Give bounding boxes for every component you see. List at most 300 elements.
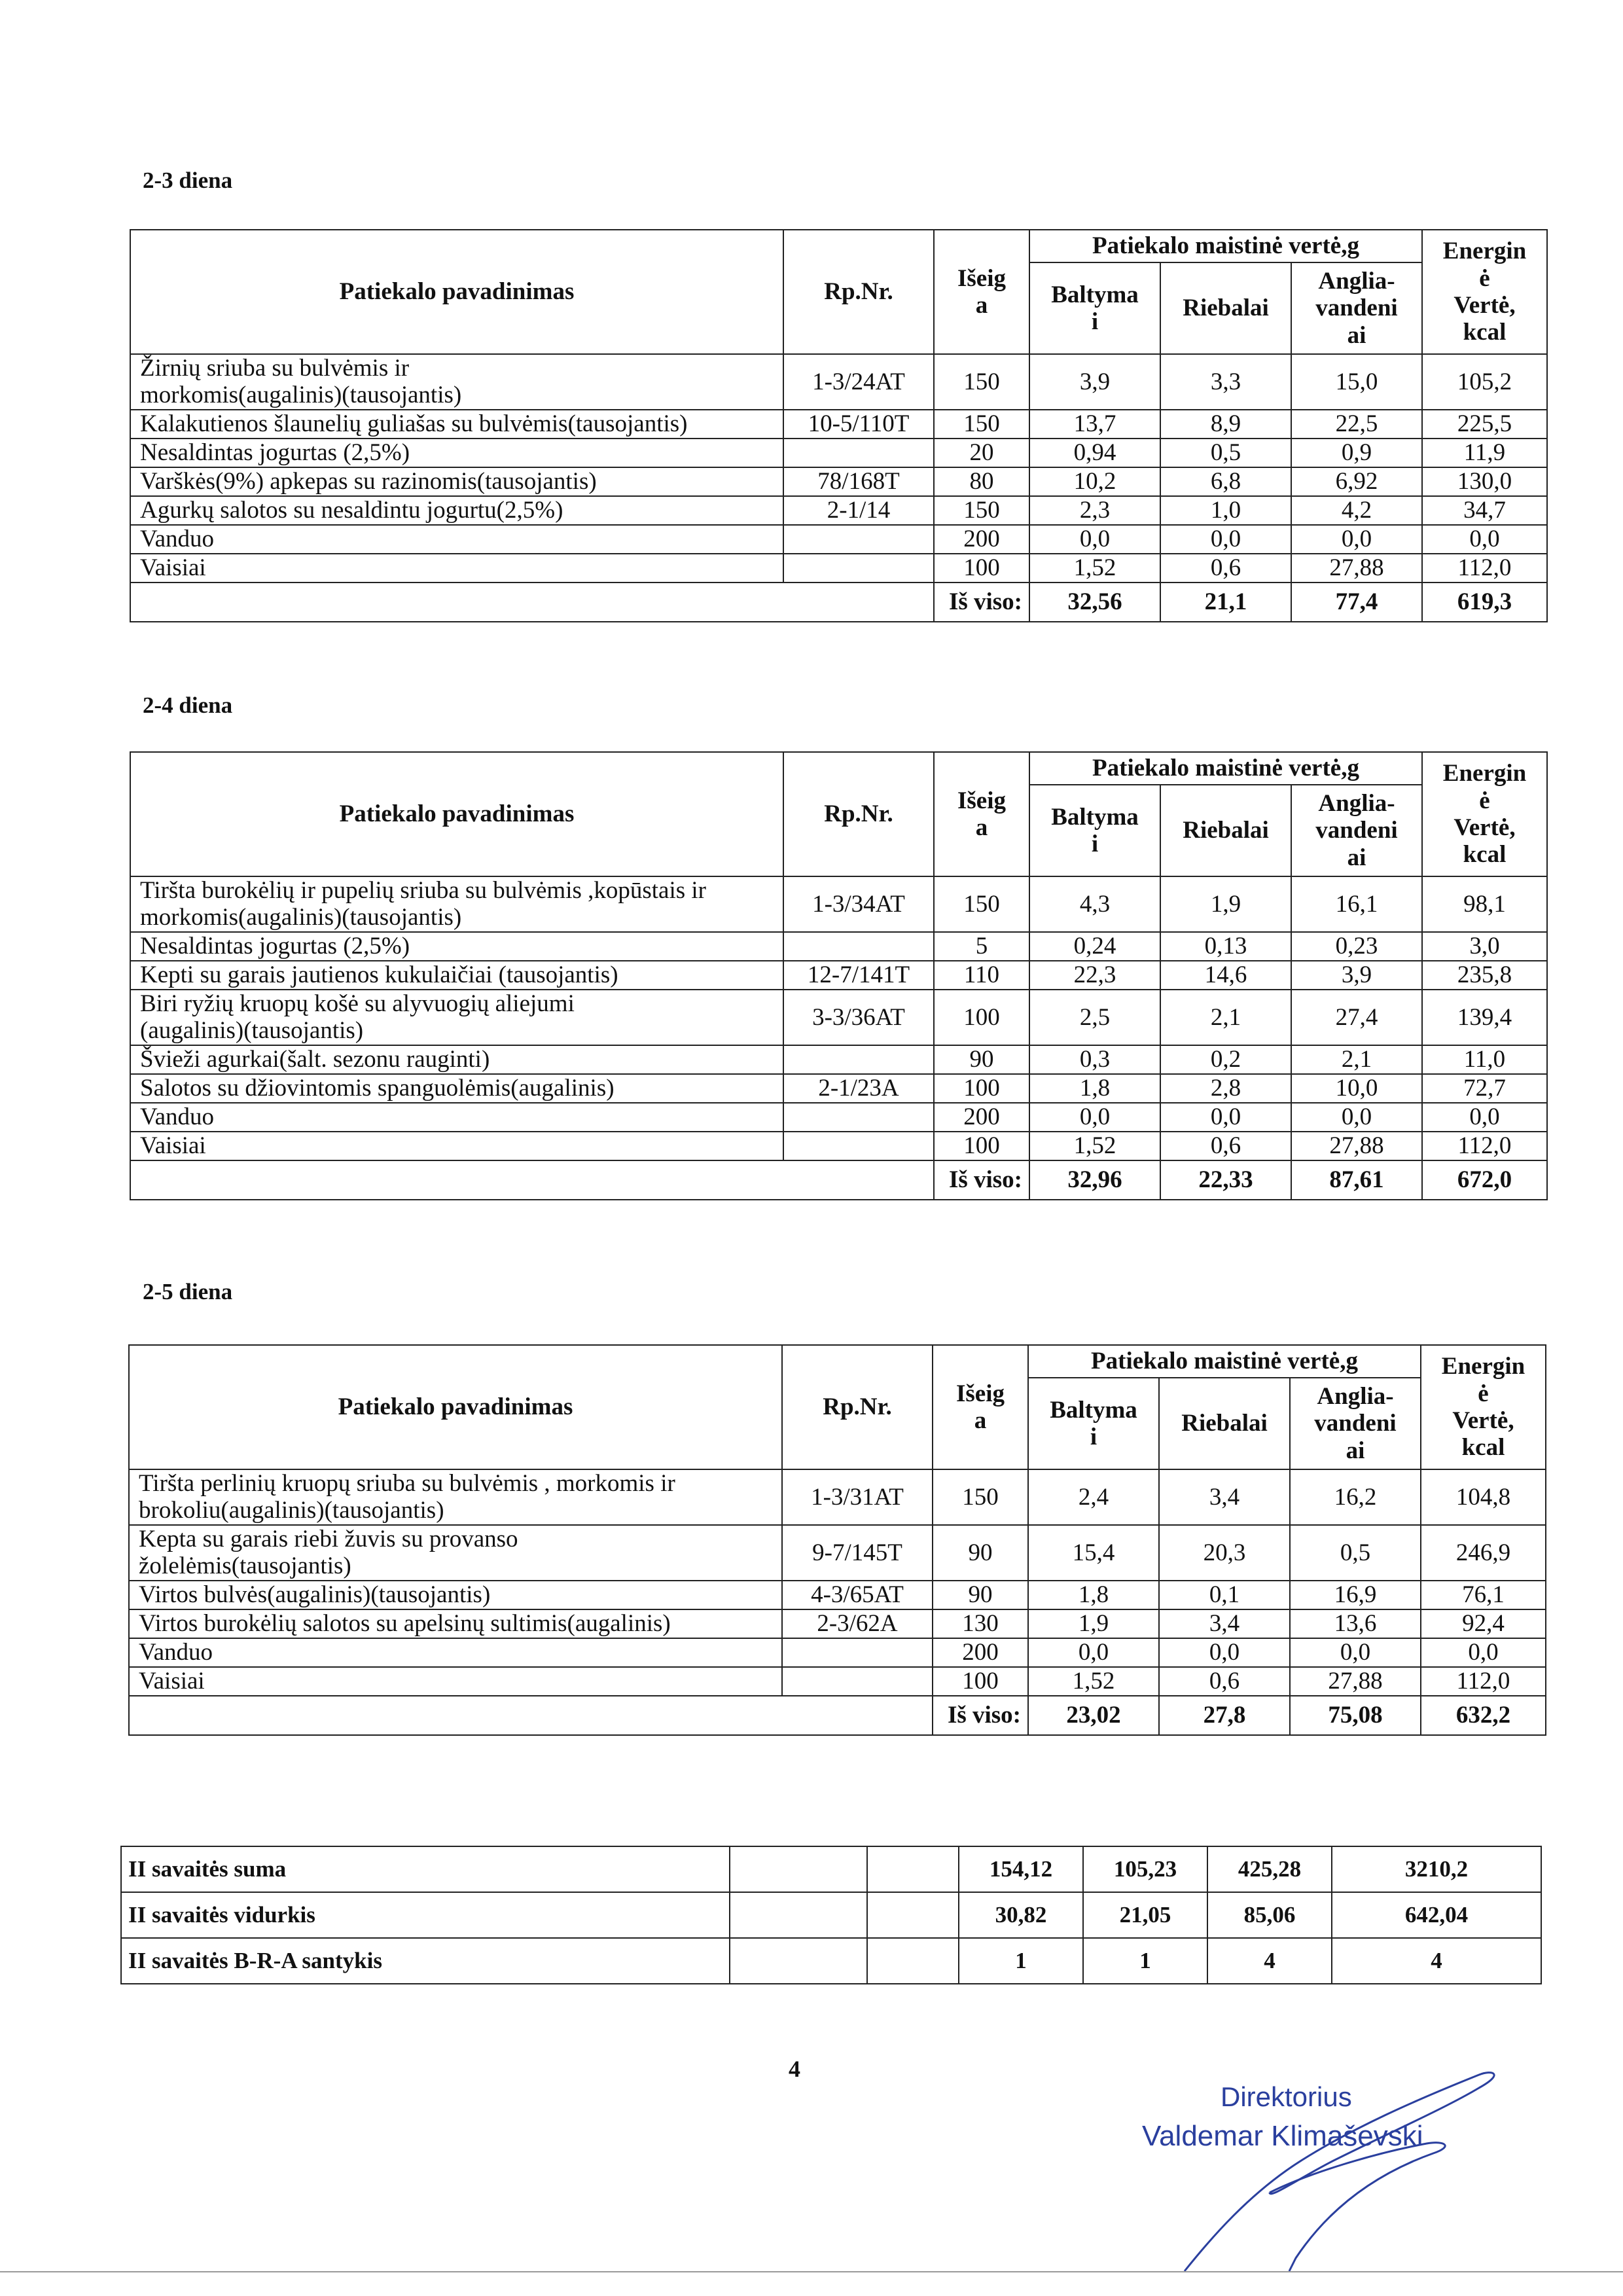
fat-value: 6,8	[1160, 467, 1291, 496]
protein-header-text: Baltyma	[1051, 281, 1139, 308]
dish-name-line: morkomis(augalinis)(tausojantis)	[140, 904, 462, 931]
portion-output: 90	[933, 1525, 1028, 1581]
fat-header-text: Riebalai	[1183, 295, 1269, 322]
dish-name-line: Tiršta perlinių kruopų sriuba su bulvėmis , morkomis ir	[139, 1470, 675, 1497]
total-spacer	[783, 1160, 934, 1200]
dish-row	[130, 932, 1547, 961]
day-title: 2-5 diena	[143, 1279, 233, 1304]
carbs-value: 15,0	[1291, 354, 1422, 410]
summary-energy: 4	[1332, 1938, 1541, 1984]
dish-name	[130, 354, 783, 410]
fat-header-text: Riebalai	[1181, 1410, 1268, 1437]
total-label: Iš viso:	[933, 1696, 1028, 1735]
dish-name-line: Žirnių sriuba su bulvėmis ir	[140, 355, 410, 382]
energy-value: 112,0	[1422, 554, 1547, 583]
protein-value: 1,8	[1029, 1074, 1160, 1103]
rp-nr-header	[783, 752, 934, 876]
protein-value: 2,4	[1028, 1469, 1159, 1525]
portion-output: 150	[934, 354, 1029, 410]
portion-output: 110	[934, 961, 1029, 990]
energy-value: 3,0	[1422, 932, 1547, 961]
energy-header-text: ė	[1479, 787, 1490, 814]
energy-header-text: Energin	[1441, 1353, 1525, 1380]
fat-value: 0,0	[1160, 1103, 1291, 1132]
energy-value: 112,0	[1421, 1667, 1546, 1696]
portion-output: 200	[934, 525, 1029, 554]
energy-value: 92,4	[1421, 1609, 1546, 1638]
total-label: Iš viso:	[934, 1160, 1029, 1200]
day-title: 2-3 diena	[143, 168, 233, 193]
total-spacer	[783, 583, 934, 622]
dish-row	[130, 354, 1547, 410]
output-header-text: Išeig	[957, 787, 1006, 814]
summary-carbs: 425,28	[1207, 1846, 1332, 1892]
nutrition-header	[1028, 1345, 1421, 1378]
rp-nr-header	[782, 1345, 933, 1469]
portion-output: 200	[933, 1638, 1028, 1667]
nutrition-header	[1029, 230, 1422, 262]
page-bottom-edge	[0, 2271, 1623, 2272]
portion-output: 150	[934, 410, 1029, 439]
signature-title: Direktorius	[1221, 2081, 1352, 2112]
carbs-value: 0,23	[1291, 932, 1422, 961]
carbs-header	[1291, 785, 1422, 876]
output-header	[934, 752, 1029, 876]
summary-energy: 3210,2	[1332, 1846, 1541, 1892]
carbs-value: 13,6	[1290, 1609, 1421, 1638]
menu-table-day-2-5	[128, 1344, 1546, 1736]
nutrition-header-text: Patiekalo maistinė vertė,g	[1092, 232, 1359, 260]
fat-value: 0,2	[1160, 1045, 1291, 1074]
total-row	[130, 1160, 1547, 1200]
header-row	[130, 230, 1547, 262]
recipe-number	[783, 1103, 934, 1132]
total-carbs: 75,08	[1290, 1696, 1421, 1735]
carbs-header-text: ai	[1347, 844, 1366, 871]
fat-value: 1,9	[1160, 876, 1291, 932]
week-summary-table	[120, 1846, 1542, 1984]
protein-header-text: Baltyma	[1051, 803, 1139, 831]
recipe-number: 12-7/141T	[783, 961, 934, 990]
carbs-value: 2,1	[1291, 1045, 1422, 1074]
total-spacer	[129, 1696, 782, 1735]
dish-row	[130, 525, 1547, 554]
carbs-header-text: ai	[1347, 321, 1366, 349]
total-fat: 27,8	[1159, 1696, 1290, 1735]
energy-value: 235,8	[1422, 961, 1547, 990]
dish-row	[129, 1609, 1546, 1638]
recipe-number	[783, 1045, 934, 1074]
protein-value: 1,52	[1029, 554, 1160, 583]
portion-output: 150	[934, 496, 1029, 525]
total-protein: 23,02	[1028, 1696, 1159, 1735]
energy-header-text: Vertė,	[1454, 814, 1516, 841]
total-fat: 22,33	[1160, 1160, 1291, 1200]
protein-value: 0,0	[1028, 1638, 1159, 1667]
dish-name-line: Salotos su džiovintomis spanguolėmis(augalinis)	[140, 1075, 615, 1102]
total-protein: 32,96	[1029, 1160, 1160, 1200]
nutrition-header	[1029, 752, 1422, 785]
output-header-text: Išeig	[957, 264, 1006, 292]
total-energy: 672,0	[1422, 1160, 1547, 1200]
fat-header	[1160, 785, 1291, 876]
dish-name-header-text: Patiekalo pavadinimas	[338, 1393, 573, 1421]
energy-value: 0,0	[1422, 525, 1547, 554]
carbs-value: 3,9	[1291, 961, 1422, 990]
portion-output: 100	[933, 1667, 1028, 1696]
total-label: Iš viso:	[934, 583, 1029, 622]
fat-header	[1159, 1378, 1290, 1469]
recipe-number	[783, 1132, 934, 1160]
dish-name-line: Nesaldintas jogurtas (2,5%)	[140, 439, 410, 467]
protein-value: 0,3	[1029, 1045, 1160, 1074]
protein-header	[1029, 262, 1160, 354]
day-title: 2-4 diena	[143, 692, 233, 718]
fat-value: 3,3	[1160, 354, 1291, 410]
dish-name-line: žolelėmis(tausojantis)	[139, 1552, 351, 1580]
dish-name	[129, 1469, 782, 1525]
nutrition-header-text: Patiekalo maistinė vertė,g	[1092, 755, 1359, 782]
energy-value: 72,7	[1422, 1074, 1547, 1103]
energy-header-text: Vertė,	[1452, 1407, 1514, 1434]
dish-row	[130, 990, 1547, 1045]
recipe-number: 4-3/65AT	[782, 1581, 933, 1609]
dish-name	[129, 1581, 782, 1609]
energy-value: 225,5	[1422, 410, 1547, 439]
director-signature-stamp	[1139, 2062, 1544, 2278]
page-number: 4	[789, 2056, 800, 2082]
energy-value: 11,0	[1422, 1045, 1547, 1074]
dish-name	[130, 1103, 783, 1132]
carbs-value: 27,88	[1291, 1132, 1422, 1160]
carbs-header-text: vandeni	[1314, 1410, 1397, 1437]
dish-row	[130, 876, 1547, 932]
total-row	[129, 1696, 1546, 1735]
summary-protein: 30,82	[959, 1892, 1083, 1938]
total-fat: 21,1	[1160, 583, 1291, 622]
dish-name-header	[130, 230, 783, 354]
dish-row	[129, 1525, 1546, 1581]
carbs-value: 22,5	[1291, 410, 1422, 439]
fat-value: 8,9	[1160, 410, 1291, 439]
protein-value: 0,94	[1029, 439, 1160, 467]
dish-name	[130, 876, 783, 932]
dish-name-line: morkomis(augalinis)(tausojantis)	[140, 382, 462, 409]
carbs-header-text: Anglia-	[1317, 1382, 1394, 1410]
protein-header-text: Baltyma	[1050, 1396, 1137, 1424]
energy-value: 104,8	[1421, 1469, 1546, 1525]
summary-row	[121, 1892, 1541, 1938]
dish-name-line: Virtos burokėlių salotos su apelsinų sultimis(augalinis)	[139, 1610, 671, 1638]
fat-value: 1,0	[1160, 496, 1291, 525]
energy-value: 130,0	[1422, 467, 1547, 496]
signature-stroke	[1270, 2143, 1445, 2271]
energy-header-text: Energin	[1442, 760, 1527, 787]
summary-protein: 1	[959, 1938, 1083, 1984]
carbs-value: 0,0	[1291, 525, 1422, 554]
fat-value: 0,13	[1160, 932, 1291, 961]
dish-row	[130, 496, 1547, 525]
summary-empty-cell	[730, 1846, 867, 1892]
output-header-text: Išeig	[956, 1380, 1005, 1407]
dish-row	[130, 439, 1547, 467]
dish-row	[130, 554, 1547, 583]
dish-row	[130, 410, 1547, 439]
portion-output: 100	[934, 554, 1029, 583]
summary-empty-cell	[867, 1892, 959, 1938]
summary-fat: 1	[1083, 1938, 1207, 1984]
portion-output: 90	[934, 1045, 1029, 1074]
recipe-number: 1-3/24AT	[783, 354, 934, 410]
carbs-header-text: ai	[1346, 1437, 1365, 1464]
portion-output: 130	[933, 1609, 1028, 1638]
energy-header-text: Vertė,	[1454, 292, 1516, 319]
carbs-value: 16,1	[1291, 876, 1422, 932]
energy-value: 0,0	[1422, 1103, 1547, 1132]
dish-name	[130, 990, 783, 1045]
recipe-number: 78/168T	[783, 467, 934, 496]
fat-value: 0,6	[1160, 554, 1291, 583]
dish-name-line: Virtos bulvės(augalinis)(tausojantis)	[139, 1581, 491, 1609]
dish-name-line: Kalakutienos šlaunelių guliašas su bulvėmis(tausojantis)	[140, 410, 688, 438]
energy-value: 105,2	[1422, 354, 1547, 410]
dish-name-line: Vaisiai	[139, 1668, 205, 1695]
dish-name	[130, 525, 783, 554]
energy-value: 34,7	[1422, 496, 1547, 525]
portion-output: 5	[934, 932, 1029, 961]
summary-protein: 154,12	[959, 1846, 1083, 1892]
protein-header-text: i	[1090, 1424, 1097, 1450]
dish-name	[130, 496, 783, 525]
portion-output: 80	[934, 467, 1029, 496]
recipe-number	[783, 932, 934, 961]
total-energy: 619,3	[1422, 583, 1547, 622]
fat-value: 0,0	[1160, 525, 1291, 554]
dish-name-line: Agurkų salotos su nesaldintu jogurtu(2,5%)	[140, 497, 563, 524]
dish-name-line: Vanduo	[140, 526, 215, 553]
carbs-header-text: Anglia-	[1318, 789, 1395, 817]
dish-name-line: Varškės(9%) apkepas su razinomis(tausojantis)	[140, 468, 597, 495]
dish-name	[130, 1074, 783, 1103]
fat-value: 0,5	[1160, 439, 1291, 467]
carbs-value: 0,0	[1291, 1103, 1422, 1132]
carbs-value: 4,2	[1291, 496, 1422, 525]
summary-fat: 21,05	[1083, 1892, 1207, 1938]
menu-table-day-2-4	[130, 751, 1548, 1200]
dish-name-header	[130, 752, 783, 876]
fat-value: 20,3	[1159, 1525, 1290, 1581]
output-header	[934, 230, 1029, 354]
recipe-number: 2-1/23A	[783, 1074, 934, 1103]
energy-header	[1422, 230, 1547, 354]
recipe-number	[783, 525, 934, 554]
dish-name	[130, 410, 783, 439]
protein-value: 1,52	[1028, 1667, 1159, 1696]
recipe-number: 2-3/62A	[782, 1609, 933, 1638]
protein-value: 0,0	[1029, 525, 1160, 554]
carbs-header	[1291, 262, 1422, 354]
rp-nr-header-text: Rp.Nr.	[824, 800, 893, 828]
portion-output: 100	[934, 1132, 1029, 1160]
fat-value: 14,6	[1160, 961, 1291, 990]
protein-value: 22,3	[1029, 961, 1160, 990]
dish-row	[130, 1132, 1547, 1160]
dish-name-line: Vanduo	[140, 1103, 215, 1131]
total-energy: 632,2	[1421, 1696, 1546, 1735]
recipe-number: 9-7/145T	[782, 1525, 933, 1581]
carbs-value: 0,0	[1290, 1638, 1421, 1667]
dish-row	[129, 1581, 1546, 1609]
total-carbs: 87,61	[1291, 1160, 1422, 1200]
dish-name-line: Biri ryžių kruopų košė su alyvuogių aliejumi	[140, 990, 575, 1017]
protein-value: 3,9	[1029, 354, 1160, 410]
energy-header-text: kcal	[1463, 841, 1507, 869]
energy-value: 76,1	[1421, 1581, 1546, 1609]
protein-header	[1029, 785, 1160, 876]
summary-empty-cell	[867, 1846, 959, 1892]
protein-value: 4,3	[1029, 876, 1160, 932]
dish-name-line: brokoliu(augalinis)(tausojantis)	[139, 1497, 444, 1524]
fat-value: 0,0	[1159, 1638, 1290, 1667]
dish-name-header-text: Patiekalo pavadinimas	[339, 800, 575, 828]
energy-value: 246,9	[1421, 1525, 1546, 1581]
dish-name	[130, 1132, 783, 1160]
protein-value: 1,52	[1029, 1132, 1160, 1160]
energy-header-text: kcal	[1461, 1434, 1505, 1462]
protein-value: 2,5	[1029, 990, 1160, 1045]
dish-name-line: Tiršta burokėlių ir pupelių sriuba su bulvėmis ,kopūstais ir	[140, 877, 707, 904]
dish-name-line: Švieži agurkai(šalt. sezonu rauginti)	[140, 1046, 490, 1073]
protein-value: 13,7	[1029, 410, 1160, 439]
energy-header	[1422, 752, 1547, 876]
summary-carbs: 85,06	[1207, 1892, 1332, 1938]
dish-name	[130, 932, 783, 961]
portion-output: 100	[934, 1074, 1029, 1103]
total-carbs: 77,4	[1291, 583, 1422, 622]
energy-value: 0,0	[1421, 1638, 1546, 1667]
carbs-value: 0,9	[1291, 439, 1422, 467]
energy-header-text: ė	[1479, 264, 1490, 292]
recipe-number	[782, 1638, 933, 1667]
dish-row	[129, 1638, 1546, 1667]
dish-row	[130, 961, 1547, 990]
carbs-header	[1290, 1378, 1421, 1469]
header-row	[130, 752, 1547, 785]
summary-label: II savaitės suma	[121, 1846, 730, 1892]
summary-energy: 642,04	[1332, 1892, 1541, 1938]
fat-value: 0,6	[1159, 1667, 1290, 1696]
protein-header	[1028, 1378, 1159, 1469]
dish-name-line: Vanduo	[139, 1639, 213, 1666]
dish-name	[130, 554, 783, 583]
dish-row	[130, 1045, 1547, 1074]
summary-row	[121, 1846, 1541, 1892]
dish-name	[130, 467, 783, 496]
protein-value: 2,3	[1029, 496, 1160, 525]
dish-row	[129, 1667, 1546, 1696]
carbs-value: 27,4	[1291, 990, 1422, 1045]
dish-name-line: (augalinis)(tausojantis)	[140, 1017, 364, 1045]
dish-row	[130, 467, 1547, 496]
protein-value: 0,24	[1029, 932, 1160, 961]
dish-name	[129, 1525, 782, 1581]
protein-header-text: i	[1091, 831, 1099, 857]
header-row	[129, 1345, 1546, 1378]
dish-name-line: Kepta su garais riebi žuvis su provanso	[139, 1525, 518, 1552]
recipe-number	[783, 554, 934, 583]
summary-empty-cell	[730, 1892, 867, 1938]
portion-output: 20	[934, 439, 1029, 467]
recipe-number: 1-3/31AT	[782, 1469, 933, 1525]
summary-empty-cell	[730, 1938, 867, 1984]
total-protein: 32,56	[1029, 583, 1160, 622]
carbs-value: 6,92	[1291, 467, 1422, 496]
dish-name	[129, 1609, 782, 1638]
energy-header-text: Energin	[1442, 238, 1527, 265]
nutrition-header-text: Patiekalo maistinė vertė,g	[1091, 1348, 1358, 1375]
portion-output: 200	[934, 1103, 1029, 1132]
recipe-number	[782, 1667, 933, 1696]
recipe-number: 3-3/36AT	[783, 990, 934, 1045]
fat-value: 0,6	[1160, 1132, 1291, 1160]
carbs-value: 27,88	[1290, 1667, 1421, 1696]
fat-value: 2,1	[1160, 990, 1291, 1045]
rp-nr-header-text: Rp.Nr.	[823, 1393, 892, 1421]
portion-output: 150	[933, 1469, 1028, 1525]
dish-name	[130, 439, 783, 467]
carbs-header-text: vandeni	[1315, 295, 1398, 322]
dish-name-line: Vaisiai	[140, 1132, 206, 1160]
energy-value: 11,9	[1422, 439, 1547, 467]
energy-value: 98,1	[1422, 876, 1547, 932]
fat-value: 3,4	[1159, 1609, 1290, 1638]
dish-row	[130, 1103, 1547, 1132]
signature-name: Valdemar Klimaševski	[1142, 2120, 1423, 2152]
dish-row	[130, 1074, 1547, 1103]
dish-name-header-text: Patiekalo pavadinimas	[339, 278, 575, 306]
total-spacer	[782, 1696, 933, 1735]
dish-name	[130, 961, 783, 990]
protein-value: 1,8	[1028, 1581, 1159, 1609]
output-header-text: a	[975, 814, 988, 841]
carbs-value: 16,9	[1290, 1581, 1421, 1609]
fat-value: 2,8	[1160, 1074, 1291, 1103]
carbs-value: 27,88	[1291, 554, 1422, 583]
dish-name-line: Kepti su garais jautienos kukulaičiai (tausojantis)	[140, 961, 618, 989]
carbs-value: 16,2	[1290, 1469, 1421, 1525]
recipe-number	[783, 439, 934, 467]
rp-nr-header	[783, 230, 934, 354]
dish-name	[129, 1638, 782, 1667]
energy-header-text: ė	[1478, 1380, 1489, 1407]
dish-name	[130, 1045, 783, 1074]
dish-name-header	[129, 1345, 782, 1469]
fat-value: 0,1	[1159, 1581, 1290, 1609]
summary-fat: 105,23	[1083, 1846, 1207, 1892]
carbs-value: 0,5	[1290, 1525, 1421, 1581]
portion-output: 150	[934, 876, 1029, 932]
energy-value: 139,4	[1422, 990, 1547, 1045]
output-header-text: a	[975, 292, 988, 319]
fat-value: 3,4	[1159, 1469, 1290, 1525]
portion-output: 100	[934, 990, 1029, 1045]
total-spacer	[130, 1160, 783, 1200]
protein-header-text: i	[1091, 308, 1099, 335]
summary-label: II savaitės B-R-A santykis	[121, 1938, 730, 1984]
carbs-value: 10,0	[1291, 1074, 1422, 1103]
protein-value: 0,0	[1029, 1103, 1160, 1132]
summary-label: II savaitės vidurkis	[121, 1892, 730, 1938]
